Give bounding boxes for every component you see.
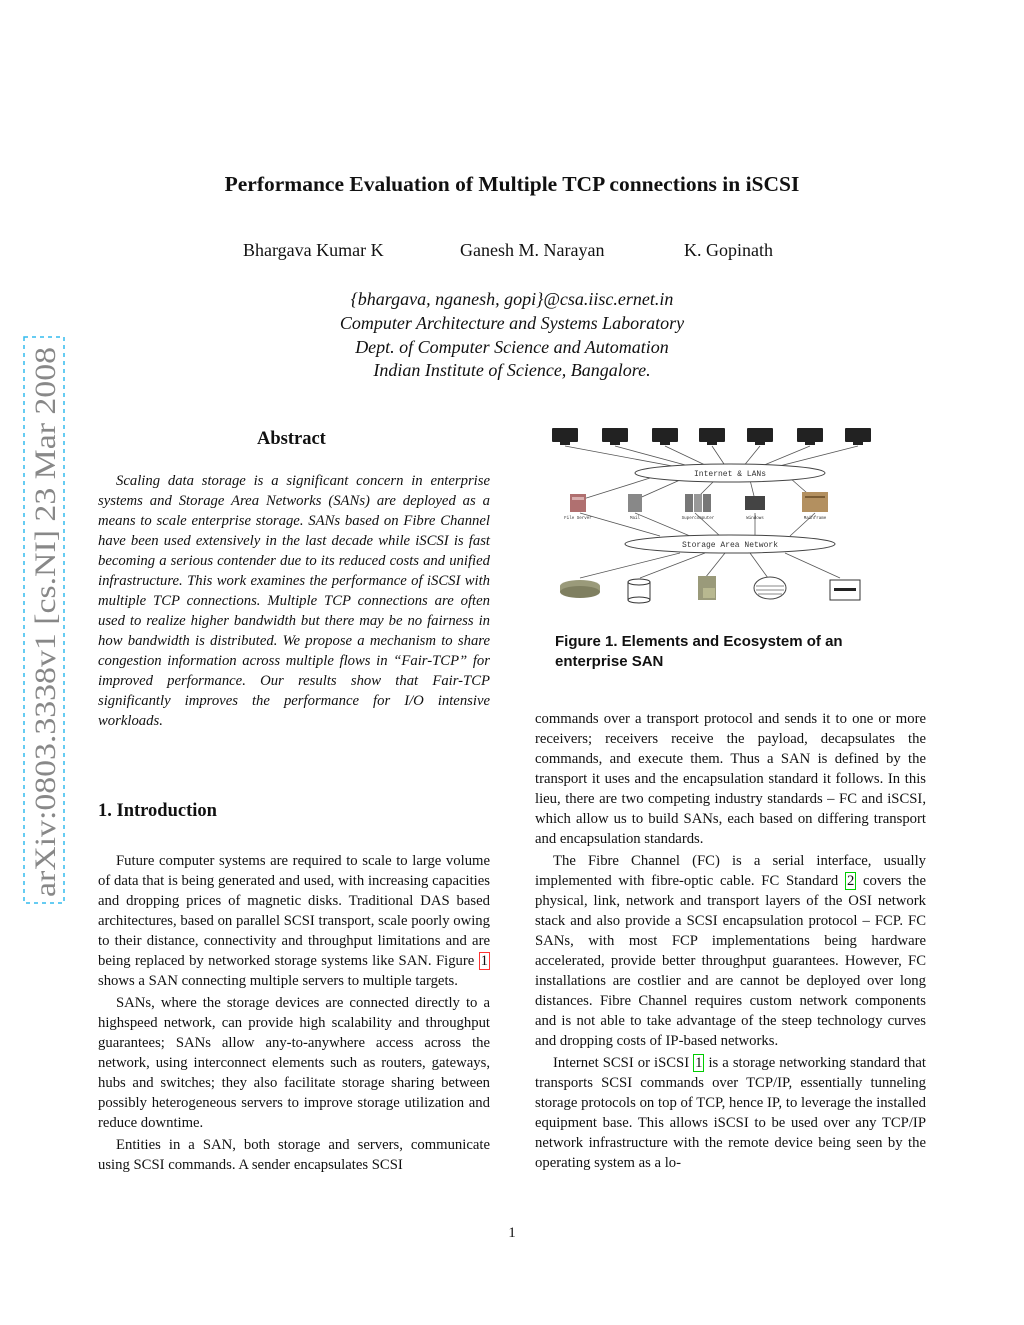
monitor-icon [845,428,871,445]
author-1: Bhargava Kumar K [243,240,384,260]
introduction-text [98,851,490,1177]
san-cloud [625,535,835,553]
svg-text:Mainframe: Mainframe [803,517,827,521]
affiliation-lab: Computer Architecture and Systems Laboratory [339,313,685,333]
introduction-heading: 1. Introduction [98,801,217,821]
monitor-icon [797,428,823,445]
citation-link-1[interactable]: 1 [695,1055,703,1071]
svg-text:Supercomputer: Supercomputer [681,517,715,521]
monitor-icon [699,428,725,445]
monitor-icon [602,428,628,445]
server-labels [564,516,827,521]
right-paragraph-2: The Fibre Channel (FC) is a serial interface, usually implemented with fibre-optic cable. FC Standard 2 covers the physical, link, network and transport layers of the OSI network stack and also provide a SCSI encapsulation protocol – FCP. FC SANs, with most FCP implementations being hardware accelerated, provide better throughput guarantees. However, FC installations are costlier and are cannot be deployed over long distances. Fibre Channel requires custom network components and is not able to take advantage of the steep technology curves and dropping costs of IP-based networks. [535,853,926,1049]
arxiv-stamp [22,335,66,905]
affiliation-dept: Dept. of Computer Science and Automation [355,337,669,357]
servers [570,492,828,512]
svg-text:Mail: Mail [629,517,641,521]
arxiv-stamp-text: arXiv:0803.3338v1 [cs.NI] 23 Mar 2008 [29,408,62,897]
mail-server-icon [628,494,642,512]
author-3: K. Gopinath [684,240,773,260]
file-server-icon [570,494,586,512]
san-diagram [540,418,920,618]
right-paragraph-3: Internet SCSI or iSCSI 1 is a storage networking standard that transports SCSI commands over TCP/IP, essentially tunneling storage protocols on top of TCP, hence IP, to leverage the installed equipment base. This allows iSCSI to be used over any TCP/IP network infrastructure with the remote device being seen by the operating system as a lo- [535,1055,926,1171]
abstract-paragraph: Scaling data storage is a significant concern in enterprise systems and Storage Area Networks (SANs) are deployed as a means to scale enterprise storage. SANs based on Fibre Channel have been used extensively in the last decade while iSCSI is fast becoming a serious contender due to its reduced costs and unified infrastructure. This work examines the performance of iSCSI with multiple TCP connections. Multiple TCP connections are often used to realize higher bandwidth but there may be no fairness in how bandwidth is distributed. We propose a mechanism to share congestion information across multiple flows in “Fair-TCP” for improved performance. Our results show that Fair-TCP significantly improves the performance for I/O intensive workloads. [98,473,490,729]
intro-paragraph-2: SANs, where the storage devices are connected directly to a highspeed network, can provide high scalability and throughput guarantees; SANs allow any-to-anywhere access across the network, using interconnect elements such as routers, gateways, hubs and switches; they also facilitate storage sharing between possibly heterogeneous servers to improve storage utilization and reduce downtime. [98,995,490,1131]
citation-link-2[interactable]: 2 [846,873,855,889]
storage-server-icon [698,576,716,600]
disk-cylinder-icon [628,579,650,603]
intro-paragraph-1: Future computer systems are required to scale to large volume of data that is being generated and used, with increasing capacities and dropping prices of magnetic disks. Traditional DAS based architectures, based on parallel SCSI transport, scale poorly owing to their distance, connectivity and throughput limitations and are being replaced by networked storage systems like SAN. Figure 1 shows a SAN connecting multiple servers to multiple targets. [98,853,490,989]
storage-devices [560,576,860,603]
author-emails: {bhargava, nganesh, gopi}@csa.iisc.ernet.in [350,289,674,309]
cloud-bottom-label: Storage Area Network [681,541,779,550]
windows-server-icon [745,496,765,510]
disk-array-icon [560,580,600,598]
internet-cloud [635,464,825,482]
paper-title: Performance Evaluation of Multiple TCP connections in iSCSI [224,172,800,196]
cloud-top-label: Internet & LANs [693,470,767,479]
intro-paragraph-3: Entities in a SAN, both storage and servers, communicate using SCSI commands. A sender encapsulates SCSI [98,1137,490,1173]
mainframe-icon [802,492,828,512]
monitor-icon [652,428,678,445]
abstract-heading: Abstract [257,429,326,449]
tape-drive-icon [830,580,860,600]
abstract-text [98,471,490,733]
right-paragraph-1: commands over a transport protocol and sends it to one or more receivers; receivers receive the payload, decapsulates the commands, and execute them. Thus a SAN is defined by the transport it uses and the encapsulation standard it follows. In this lieu, there are two competing industry standards – FC and iSCSI, which allow us to build SANs, each based on differing transport and encapsulation standards. [535,711,926,847]
monitor-icon [552,428,578,445]
tape-library-icon [754,577,786,599]
right-column-text [535,709,926,1175]
page-number: 1 [508,1225,516,1241]
figure-caption: Figure 1. Elements and Ecosystem of an enterprise SAN [555,633,843,670]
affiliation-institute: Indian Institute of Science, Bangalore. [373,360,651,380]
svg-text:Windows: Windows [746,517,764,521]
monitor-icon [747,428,773,445]
figure-reference-link[interactable]: 1 [480,953,488,969]
author-2: Ganesh M. Narayan [460,240,605,260]
svg-text:File Server: File Server [564,517,592,521]
supercomputer-icon [685,494,711,512]
client-monitors [552,428,871,445]
